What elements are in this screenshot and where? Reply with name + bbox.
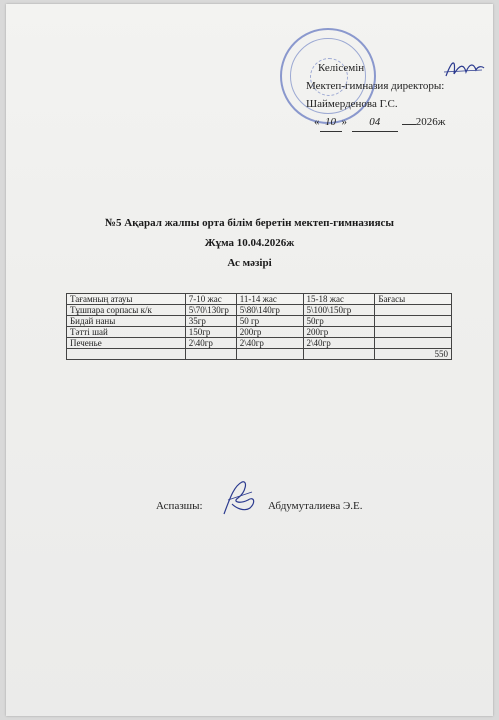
- approval-block: [306, 59, 445, 132]
- approval-position: Мектеп-гимназия директоры:: [306, 80, 445, 92]
- portion-11-14: 2\40гр: [236, 338, 303, 349]
- menu-title: Ас мәзірі: [227, 257, 272, 269]
- price-cell: [375, 327, 452, 338]
- menu-table: [66, 293, 452, 360]
- portion-7-10: 2\40гр: [185, 338, 236, 349]
- school-name: №5 Ақарал жалпы орта білім беретін мектеп-гимназиясы: [104, 217, 395, 229]
- portion-7-10: 5\70\130гр: [185, 305, 236, 316]
- cook-name: Абдуму​талиева Э.Е.: [268, 500, 363, 512]
- table-header-row: [67, 294, 452, 305]
- portion-15-18: 200гр: [303, 327, 375, 338]
- column-header: 11-14 жас: [236, 294, 303, 305]
- empty-cell: [236, 349, 303, 360]
- approval-date: [306, 113, 445, 132]
- date-day: 10: [320, 113, 342, 132]
- price-cell: [375, 338, 452, 349]
- portion-11-14: 200гр: [236, 327, 303, 338]
- portion-15-18: 2\40гр: [303, 338, 375, 349]
- price-cell: [375, 316, 452, 327]
- dish-name: Тұшпара сорпасы к/к: [67, 305, 186, 316]
- table-row: [67, 338, 452, 349]
- column-header: 15-18 жас: [303, 294, 375, 305]
- total-price: 550: [375, 349, 452, 360]
- portion-15-18: 50гр: [303, 316, 375, 327]
- portion-7-10: 150гр: [185, 327, 236, 338]
- cook-signature: [218, 478, 262, 518]
- table-row: [67, 327, 452, 338]
- portion-11-14: 50 гр: [236, 316, 303, 327]
- column-header: 7-10 жас: [185, 294, 236, 305]
- table-row: [67, 316, 452, 327]
- column-header: Бағасы: [375, 294, 452, 305]
- cook-role-label: Аспазшы:: [156, 500, 203, 512]
- dish-name: Печенье: [67, 338, 186, 349]
- table-total-row: [67, 349, 452, 360]
- approval-title: Келісемін: [318, 62, 365, 74]
- date-year: 2026ж: [415, 116, 446, 128]
- column-header: Тағамның атауы: [67, 294, 186, 305]
- dish-name: Тәтті шай: [67, 327, 186, 338]
- menu-day-date: Жұма 10.04.2026ж: [204, 237, 295, 249]
- portion-15-18: 5\100\150гр: [303, 305, 375, 316]
- table-row: [67, 305, 452, 316]
- date-underline: [402, 124, 416, 125]
- empty-cell: [67, 349, 186, 360]
- empty-cell: [303, 349, 375, 360]
- director-signature: [442, 56, 486, 82]
- date-open-quote: «: [314, 116, 320, 128]
- empty-cell: [185, 349, 236, 360]
- dish-name: Бидай наны: [67, 316, 186, 327]
- document-page: [6, 4, 493, 716]
- date-close-quote: »: [341, 116, 347, 128]
- portion-7-10: 35гр: [185, 316, 236, 327]
- date-month: 04: [352, 113, 398, 132]
- approval-name: Шаймерденова Г.С.: [306, 98, 398, 110]
- price-cell: [375, 305, 452, 316]
- portion-11-14: 5\80\140гр: [236, 305, 303, 316]
